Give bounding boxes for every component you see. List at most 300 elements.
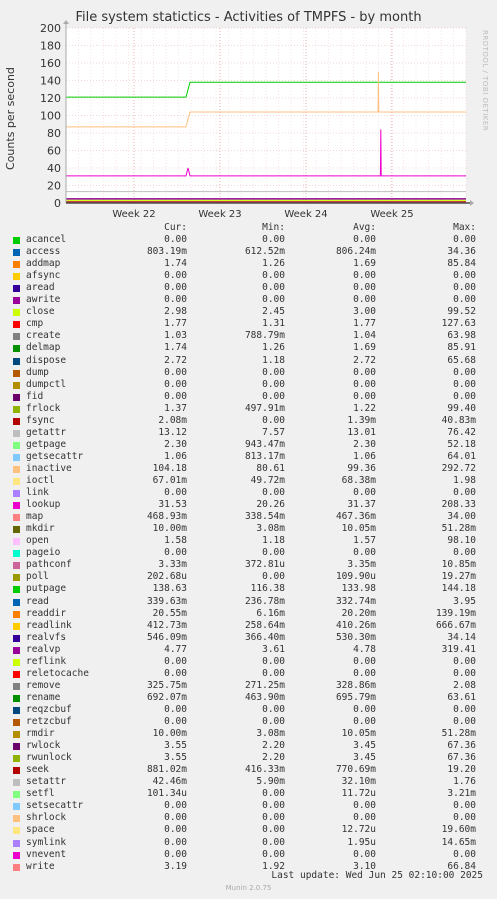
legend-value-avg: 1.69 bbox=[353, 342, 376, 354]
legend-swatch bbox=[13, 840, 20, 847]
legend-swatch bbox=[13, 430, 20, 437]
legend-value-min: 20.26 bbox=[256, 499, 285, 511]
legend-value-avg: 1.39m bbox=[347, 414, 376, 426]
legend-row bbox=[0, 704, 497, 716]
legend-value-avg: 3.45 bbox=[353, 740, 376, 752]
legend-row bbox=[0, 511, 497, 523]
legend-value-cur: 803.19m bbox=[146, 246, 187, 258]
legend-value-cur: 0.00 bbox=[164, 667, 187, 679]
legend-value-max: 0.00 bbox=[453, 703, 476, 715]
legend-value-cur: 10.00m bbox=[152, 523, 187, 535]
legend-value-cur: 2.72 bbox=[164, 354, 187, 366]
legend-value-max: 127.63 bbox=[441, 318, 476, 330]
legend-value-min: 6.16m bbox=[256, 607, 285, 619]
legend-value-max: 99.52 bbox=[447, 306, 476, 318]
legend-swatch bbox=[13, 345, 20, 352]
legend-value-avg: 0.00 bbox=[353, 366, 376, 378]
legend-value-avg: 13.01 bbox=[347, 426, 376, 438]
legend-value-cur: 202.68u bbox=[146, 571, 187, 583]
y-axis-label: Counts per second bbox=[4, 67, 17, 170]
legend-value-avg: 32.10m bbox=[341, 776, 376, 788]
legend-value-cur: 13.12 bbox=[158, 426, 187, 438]
legend-value-avg: 0.00 bbox=[353, 716, 376, 727]
plot-area bbox=[0, 0, 497, 230]
legend-value-avg: 3.35m bbox=[347, 559, 376, 571]
legend-value-min: 612.52m bbox=[244, 246, 285, 258]
legend-value-avg: 1.69 bbox=[353, 258, 376, 270]
legend-value-cur: 101.34u bbox=[146, 788, 187, 800]
legend-value-max: 0.00 bbox=[453, 378, 476, 390]
legend-series-name: lookup bbox=[26, 499, 61, 511]
legend-value-max: 40.83m bbox=[441, 414, 476, 426]
legend-series-name: link bbox=[26, 487, 49, 499]
legend-value-min: 366.40m bbox=[244, 631, 285, 643]
legend-series-name: space bbox=[26, 824, 55, 836]
legend-swatch bbox=[13, 671, 20, 678]
legend-row bbox=[0, 415, 497, 427]
legend-swatch bbox=[13, 791, 20, 798]
legend-series-name: fsync bbox=[26, 414, 55, 426]
legend-value-max: 139.19m bbox=[435, 607, 476, 619]
legend-swatch bbox=[13, 719, 20, 726]
legend-row bbox=[0, 849, 497, 861]
y-tick-label: 40 bbox=[47, 162, 61, 175]
legend-swatch bbox=[13, 815, 20, 822]
legend-value-min: 0.00 bbox=[262, 667, 285, 679]
legend-value-avg: 530.30m bbox=[335, 631, 376, 643]
legend-value-min: 0.00 bbox=[262, 655, 285, 667]
legend-value-cur: 0.00 bbox=[164, 703, 187, 715]
legend-value-cur: 138.63 bbox=[152, 583, 187, 595]
legend-swatch bbox=[13, 562, 20, 569]
legend-value-cur: 0.00 bbox=[164, 836, 187, 848]
legend-value-avg: 0.00 bbox=[353, 800, 376, 812]
legend-swatch bbox=[13, 852, 20, 859]
legend-value-min: 788.79m bbox=[244, 330, 285, 342]
legend-value-min: 0.00 bbox=[262, 366, 285, 378]
legend-row bbox=[0, 571, 497, 583]
legend-series-name: create bbox=[26, 330, 61, 342]
legend-row bbox=[0, 776, 497, 788]
legend-value-max: 85.84 bbox=[447, 258, 476, 270]
legend-value-max: 98.10 bbox=[447, 535, 476, 547]
legend-value-max: 0.00 bbox=[453, 366, 476, 378]
legend-swatch bbox=[13, 755, 20, 762]
legend-row bbox=[0, 379, 497, 391]
y-tick-label: 20 bbox=[47, 179, 61, 193]
legend-value-max: 0.00 bbox=[453, 667, 476, 679]
legend-series-name: putpage bbox=[26, 583, 67, 595]
legend-series-name: setfl bbox=[26, 788, 55, 800]
legend-value-min: 0.00 bbox=[262, 716, 285, 727]
legend-value-avg: 806.24m bbox=[335, 246, 376, 258]
legend-value-avg: 332.74m bbox=[335, 595, 376, 607]
legend-row bbox=[0, 608, 497, 620]
legend-swatch bbox=[13, 695, 20, 702]
y-tick-label: 160 bbox=[40, 57, 61, 70]
legend-swatch bbox=[13, 574, 20, 581]
legend-row bbox=[0, 535, 497, 547]
legend-series-name: setattr bbox=[26, 776, 67, 788]
legend-value-min: 2.20 bbox=[262, 740, 285, 752]
y-tick-label: 100 bbox=[40, 109, 61, 123]
legend-value-cur: 0.00 bbox=[164, 547, 187, 559]
legend-series-name: afsync bbox=[26, 270, 61, 282]
legend-value-max: 34.00 bbox=[447, 511, 476, 523]
legend-value-min: 0.00 bbox=[262, 414, 285, 426]
legend-value-min: 236.78m bbox=[244, 595, 285, 607]
legend-value-min: 49.72m bbox=[250, 475, 285, 486]
x-tick-label: Week 23 bbox=[198, 209, 242, 220]
legend-row bbox=[0, 342, 497, 354]
legend-value-min: 0.00 bbox=[262, 234, 285, 245]
legend-value-avg: 0.00 bbox=[353, 270, 376, 282]
legend-value-max: 66.84 bbox=[447, 860, 476, 872]
legend-swatch bbox=[13, 586, 20, 593]
legend-swatch bbox=[13, 370, 20, 377]
legend-value-max: 67.36 bbox=[447, 740, 476, 752]
legend-series-name: cmp bbox=[26, 318, 44, 330]
legend-swatch bbox=[13, 526, 20, 533]
legend-swatch bbox=[13, 309, 20, 316]
legend-row bbox=[0, 330, 497, 342]
legend-swatch bbox=[13, 382, 20, 389]
legend-value-min: 116.38 bbox=[250, 583, 285, 595]
legend-row bbox=[0, 656, 497, 668]
legend-series-name: realvp bbox=[26, 643, 61, 655]
legend-value-min: 1.31 bbox=[262, 318, 285, 330]
legend-row bbox=[0, 837, 497, 849]
legend-row bbox=[0, 523, 497, 535]
legend-value-max: 3.95 bbox=[453, 595, 476, 607]
legend-value-max: 64.01 bbox=[447, 450, 476, 462]
legend-value-min: 463.90m bbox=[244, 691, 285, 703]
legend-value-min: 372.81u bbox=[244, 559, 285, 571]
legend-row bbox=[0, 764, 497, 776]
legend-value-avg: 4.78 bbox=[353, 643, 376, 655]
legend-value-cur: 0.00 bbox=[164, 366, 187, 378]
legend-swatch bbox=[13, 827, 20, 834]
legend-swatch bbox=[13, 285, 20, 292]
legend-value-max: 0.00 bbox=[453, 282, 476, 294]
legend-swatch bbox=[13, 454, 20, 461]
legend-value-max: 67.36 bbox=[447, 752, 476, 764]
y-tick-label: 200 bbox=[40, 22, 61, 35]
legend-series-name: open bbox=[26, 535, 49, 547]
legend-value-min: 497.91m bbox=[244, 402, 285, 414]
legend-value-cur: 1.77 bbox=[164, 318, 187, 330]
legend-series-name: setsecattr bbox=[26, 800, 84, 812]
legend-row bbox=[0, 355, 497, 367]
legend-series-name: symlink bbox=[26, 836, 67, 848]
legend-series-name: dispose bbox=[26, 354, 67, 366]
legend-value-max: 0.00 bbox=[453, 234, 476, 245]
legend-value-cur: 0.00 bbox=[164, 294, 187, 306]
legend-value-cur: 0.00 bbox=[164, 800, 187, 812]
legend-value-min: 416.33m bbox=[244, 764, 285, 776]
legend-series-name: rwlock bbox=[26, 740, 61, 752]
legend-value-cur: 325.75m bbox=[146, 679, 187, 691]
legend-swatch bbox=[13, 731, 20, 738]
legend-series-name: rwunlock bbox=[26, 752, 72, 764]
legend-swatch bbox=[13, 623, 20, 630]
legend-swatch bbox=[13, 550, 20, 557]
legend-value-avg: 3.10 bbox=[353, 860, 376, 872]
legend-value-min: 0.00 bbox=[262, 836, 285, 848]
legend-row bbox=[0, 499, 497, 511]
legend-swatch bbox=[13, 358, 20, 365]
legend-series-name: remove bbox=[26, 679, 61, 691]
legend-swatch bbox=[13, 442, 20, 449]
legend-value-max: 19.27m bbox=[441, 571, 476, 583]
legend-value-min: 943.47m bbox=[244, 438, 285, 450]
legend-value-max: 0.00 bbox=[453, 390, 476, 402]
legend-value-avg: 99.36 bbox=[347, 462, 376, 474]
legend-value-min: 3.08m bbox=[256, 523, 285, 535]
legend-value-avg: 0.00 bbox=[353, 487, 376, 499]
legend-swatch bbox=[13, 466, 20, 473]
legend-value-avg: 2.30 bbox=[353, 438, 376, 450]
legend-value-avg: 0.00 bbox=[353, 848, 376, 860]
legend-row bbox=[0, 620, 497, 632]
legend-value-min: 1.18 bbox=[262, 535, 285, 547]
legend-row bbox=[0, 668, 497, 680]
chart-title: File system statictics - Activities of TMPFS - by month bbox=[75, 10, 422, 25]
legend-value-max: 144.18 bbox=[441, 583, 476, 595]
legend-row bbox=[0, 367, 497, 379]
legend-row bbox=[0, 644, 497, 656]
legend-value-max: 63.61 bbox=[447, 691, 476, 703]
legend-value-avg: 1.77 bbox=[353, 318, 376, 330]
legend-swatch bbox=[13, 514, 20, 521]
legend-value-min: 3.61 bbox=[262, 643, 285, 655]
legend-value-min: 813.17m bbox=[244, 450, 285, 462]
legend-series-name: pathconf bbox=[26, 559, 72, 571]
legend-value-min: 258.64m bbox=[244, 619, 285, 631]
legend-value-cur: 31.53 bbox=[158, 499, 187, 511]
legend-series-name: mkdir bbox=[26, 523, 55, 535]
legend-value-avg: 328.86m bbox=[335, 679, 376, 691]
legend-swatch bbox=[13, 273, 20, 280]
legend-value-cur: 10.00m bbox=[152, 728, 187, 740]
legend-swatch bbox=[13, 502, 20, 509]
legend-swatch bbox=[13, 406, 20, 413]
legend-row bbox=[0, 282, 497, 294]
legend-series-name: acancel bbox=[26, 234, 67, 245]
legend-value-max: 65.68 bbox=[447, 354, 476, 366]
legend-value-cur: 3.19 bbox=[164, 860, 187, 872]
legend-value-avg: 0.00 bbox=[353, 378, 376, 390]
legend-value-avg: 11.72u bbox=[341, 788, 376, 800]
legend-row bbox=[0, 728, 497, 740]
legend-swatch bbox=[13, 599, 20, 606]
legend-series-name: vnevent bbox=[26, 848, 67, 860]
legend-value-cur: 0.00 bbox=[164, 848, 187, 860]
legend-value-max: 0.00 bbox=[453, 812, 476, 824]
legend-value-min: 0.00 bbox=[262, 378, 285, 390]
legend-row bbox=[0, 680, 497, 692]
legend-row bbox=[0, 439, 497, 451]
legend-value-cur: 1.03 bbox=[164, 330, 187, 342]
legend-series-name: shrlock bbox=[26, 812, 67, 824]
legend-series-name: rename bbox=[26, 691, 61, 703]
legend-value-avg: 0.00 bbox=[353, 547, 376, 559]
legend-row bbox=[0, 716, 497, 728]
legend-value-cur: 42.46m bbox=[152, 776, 187, 788]
legend-value-avg: 1.04 bbox=[353, 330, 376, 342]
legend-row bbox=[0, 547, 497, 559]
legend-value-cur: 1.37 bbox=[164, 402, 187, 414]
legend-value-cur: 0.00 bbox=[164, 234, 187, 245]
legend-row bbox=[0, 427, 497, 439]
legend-row bbox=[0, 294, 497, 306]
legend-row bbox=[0, 258, 497, 270]
legend-value-avg: 10.05m bbox=[341, 523, 376, 535]
legend-series-name: poll bbox=[26, 571, 49, 583]
legend-row bbox=[0, 559, 497, 571]
legend-swatch bbox=[13, 803, 20, 810]
legend-value-cur: 67.01m bbox=[152, 475, 187, 486]
legend-value-max: 19.20 bbox=[447, 764, 476, 776]
legend-row bbox=[0, 234, 497, 246]
legend-value-min: 0.00 bbox=[262, 487, 285, 499]
legend-value-avg: 0.00 bbox=[353, 812, 376, 824]
legend-row bbox=[0, 596, 497, 608]
legend-value-min: 0.00 bbox=[262, 294, 285, 306]
legend-row bbox=[0, 824, 497, 836]
legend-value-avg: 2.72 bbox=[353, 354, 376, 366]
legend-value-min: 0.00 bbox=[262, 788, 285, 800]
legend-value-avg: 0.00 bbox=[353, 655, 376, 667]
legend-value-cur: 20.55m bbox=[152, 607, 187, 619]
legend-value-max: 2.08 bbox=[453, 679, 476, 691]
legend-series-name: retzcbuf bbox=[26, 716, 72, 727]
legend-value-max: 319.41 bbox=[441, 643, 476, 655]
legend-series-name: getattr bbox=[26, 426, 67, 438]
legend-swatch bbox=[13, 683, 20, 690]
legend-value-max: 1.98 bbox=[453, 475, 476, 486]
legend-swatch bbox=[13, 321, 20, 328]
legend-value-min: 1.92 bbox=[262, 860, 285, 872]
legend-swatch bbox=[13, 394, 20, 401]
legend-series-name: close bbox=[26, 306, 55, 318]
legend-value-max: 0.00 bbox=[453, 270, 476, 282]
legend-value-avg: 3.45 bbox=[353, 752, 376, 764]
legend-swatch bbox=[13, 261, 20, 268]
legend-swatch bbox=[13, 767, 20, 774]
legend-row bbox=[0, 740, 497, 752]
legend-value-min: 0.00 bbox=[262, 812, 285, 824]
legend-value-min: 1.18 bbox=[262, 354, 285, 366]
legend-value-avg: 68.38m bbox=[341, 475, 376, 486]
legend-header: Min: bbox=[262, 222, 285, 233]
legend-series-name: dump bbox=[26, 366, 49, 378]
legend-value-avg: 467.36m bbox=[335, 511, 376, 523]
legend-value-avg: 0.00 bbox=[353, 282, 376, 294]
legend-swatch bbox=[13, 707, 20, 714]
legend-value-cur: 1.06 bbox=[164, 450, 187, 462]
legend-header: Max: bbox=[453, 222, 476, 233]
legend-value-min: 338.54m bbox=[244, 511, 285, 523]
legend-value-max: 0.00 bbox=[453, 716, 476, 727]
legend-value-max: 51.28m bbox=[441, 728, 476, 740]
legend-swatch bbox=[13, 297, 20, 304]
legend-row bbox=[0, 391, 497, 403]
legend-value-max: 14.65m bbox=[441, 836, 476, 848]
legend-series-name: inactive bbox=[26, 462, 72, 474]
legend-value-avg: 0.00 bbox=[353, 667, 376, 679]
legend-value-max: 76.42 bbox=[447, 426, 476, 438]
legend-header: Cur: bbox=[164, 222, 187, 233]
legend-swatch bbox=[13, 659, 20, 666]
y-tick-label: 140 bbox=[40, 74, 61, 88]
legend-value-avg: 133.98 bbox=[341, 583, 376, 595]
legend-value-max: 208.33 bbox=[441, 499, 476, 511]
legend-value-min: 0.00 bbox=[262, 270, 285, 282]
legend-value-avg: 0.00 bbox=[353, 294, 376, 306]
legend-value-avg: 31.37 bbox=[347, 499, 376, 511]
legend-value-max: 51.28m bbox=[441, 523, 476, 535]
legend-row bbox=[0, 475, 497, 487]
legend-row bbox=[0, 800, 497, 812]
legend-value-cur: 0.00 bbox=[164, 824, 187, 836]
legend-value-avg: 3.00 bbox=[353, 306, 376, 318]
legend-value-avg: 1.95u bbox=[347, 836, 376, 848]
side-credit: RRDTOOL / TOBI OETIKER bbox=[481, 30, 489, 132]
legend-value-min: 0.00 bbox=[262, 703, 285, 715]
legend-row bbox=[0, 788, 497, 800]
legend-value-cur: 546.09m bbox=[146, 631, 187, 643]
legend-series-name: write bbox=[26, 860, 55, 872]
legend-swatch bbox=[13, 490, 20, 497]
legend-series-name: read bbox=[26, 595, 49, 607]
legend-value-min: 0.00 bbox=[262, 824, 285, 836]
legend-value-cur: 4.77 bbox=[164, 643, 187, 655]
legend-value-avg: 1.22 bbox=[353, 402, 376, 414]
legend-value-cur: 468.93m bbox=[146, 511, 187, 523]
legend-value-cur: 2.98 bbox=[164, 306, 187, 318]
legend-value-cur: 339.63m bbox=[146, 595, 187, 607]
legend-value-min: 3.08m bbox=[256, 728, 285, 740]
legend-series-name: map bbox=[26, 511, 44, 523]
legend-series-name: ioctl bbox=[26, 475, 55, 486]
x-tick-label: Week 24 bbox=[284, 209, 328, 220]
legend-row bbox=[0, 463, 497, 475]
legend-series-name: rmdir bbox=[26, 728, 55, 740]
legend-value-cur: 104.18 bbox=[152, 462, 187, 474]
legend-value-min: 80.61 bbox=[256, 462, 285, 474]
legend-value-min: 7.57 bbox=[262, 426, 285, 438]
legend-row bbox=[0, 451, 497, 463]
legend-row bbox=[0, 812, 497, 824]
legend-value-cur: 0.00 bbox=[164, 270, 187, 282]
legend-value-min: 0.00 bbox=[262, 848, 285, 860]
y-tick-label: 80 bbox=[47, 127, 61, 140]
y-tick-label: 0 bbox=[54, 197, 61, 210]
legend-series-name: readlink bbox=[26, 619, 72, 631]
legend-series-name: seek bbox=[26, 764, 49, 776]
legend-value-avg: 0.00 bbox=[353, 703, 376, 715]
legend-series-name: delmap bbox=[26, 342, 61, 354]
legend-value-avg: 1.06 bbox=[353, 450, 376, 462]
legend-value-min: 0.00 bbox=[262, 390, 285, 402]
legend-value-max: 0.00 bbox=[453, 655, 476, 667]
legend-value-min: 0.00 bbox=[262, 547, 285, 559]
legend-value-min: 1.26 bbox=[262, 258, 285, 270]
legend-value-cur: 0.00 bbox=[164, 655, 187, 667]
legend-series-name: realvfs bbox=[26, 631, 67, 643]
legend-value-avg: 0.00 bbox=[353, 390, 376, 402]
